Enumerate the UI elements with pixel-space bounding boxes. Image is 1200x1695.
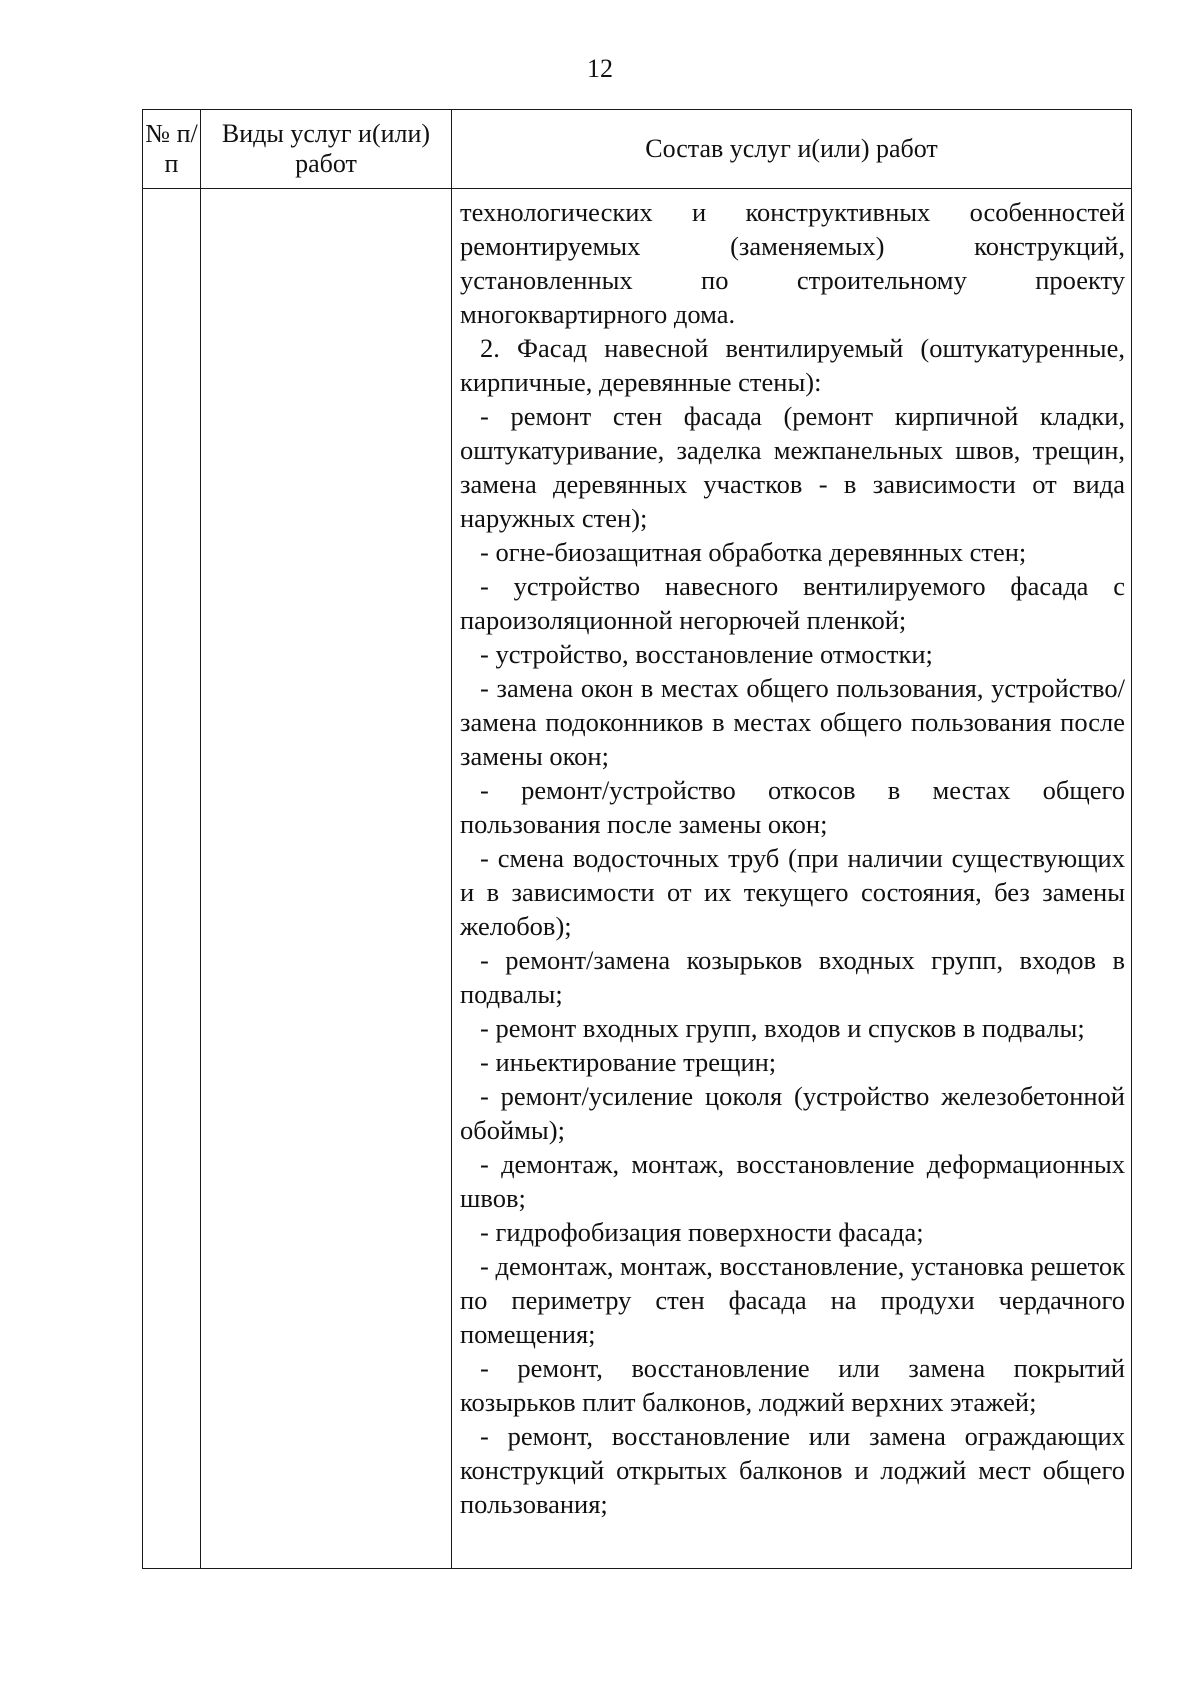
table-row [143,189,1132,1569]
list-item: - демонтаж, монтаж, восстановление деформационных швов; [460,1149,1125,1213]
paragraph: технологических и конструктивных особенностей ремонтируемых (заменяемых) конструкций, установленных по строительному проекту многоквартирного дома. [460,197,1125,329]
list-item: - гидрофобизация поверхности фасада; [480,1217,924,1247]
list-item: - иньектирование трещин; [480,1047,777,1077]
paragraph: 2. Фасад навесной вентилируемый (оштукатуренные, кирпичные, деревянные стены): [460,333,1125,397]
table-header-row [143,110,1132,189]
list-item: - ремонт стен фасада (ремонт кирпичной кладки, оштукатуривание, заделка межпанельных швов, трещин, замена деревянных участков - в зависимости от вида наружных стен); [460,401,1125,533]
list-item: - ремонт/замена козырьков входных групп, входов в подвалы; [460,945,1125,1009]
cell-number [143,189,201,1569]
header-service-composition: Состав услуг и(или) работ [452,110,1132,189]
cell-composition [452,189,1132,1569]
list-item: - устройство навесного вентилируемого фасада с пароизоляционной негорючей пленкой; [460,571,1125,635]
list-item: - ремонт/устройство откосов в местах общего пользования после замены окон; [460,775,1125,839]
header-number: № п/п [143,110,201,189]
list-item: - ремонт входных групп, входов и спусков в подвалы; [480,1013,1085,1043]
list-item: - огне-биозащитная обработка деревянных стен; [480,537,1027,567]
services-table [142,109,1132,1569]
header-service-types: Виды услуг и(или) работ [201,110,452,189]
list-item: - устройство, восстановление отмостки; [480,639,933,669]
list-item: - ремонт, восстановление или замена покрытий козырьков плит балконов, лоджий верхних этажей; [460,1353,1125,1417]
list-item: - ремонт, восстановление или замена ограждающих конструкций открытых балконов и лоджий мест общего пользования; [460,1421,1125,1519]
list-item: - смена водосточных труб (при наличии существующих и в зависимости от их текущего состояния, без замены желобов); [460,843,1125,941]
cell-service-type [201,189,452,1569]
list-item: - ремонт/усиление цоколя (устройство железобетонной обоймы); [460,1081,1125,1145]
composition-text [452,189,1131,1527]
page-number: 12 [587,54,613,83]
list-item: - демонтаж, монтаж, восстановление, установка решеток по периметру стен фасада на продухи чердачного помещения; [460,1251,1125,1349]
list-item: - замена окон в местах общего пользования, устройство/замена подоконников в местах общего пользования после замены окон; [460,673,1125,771]
